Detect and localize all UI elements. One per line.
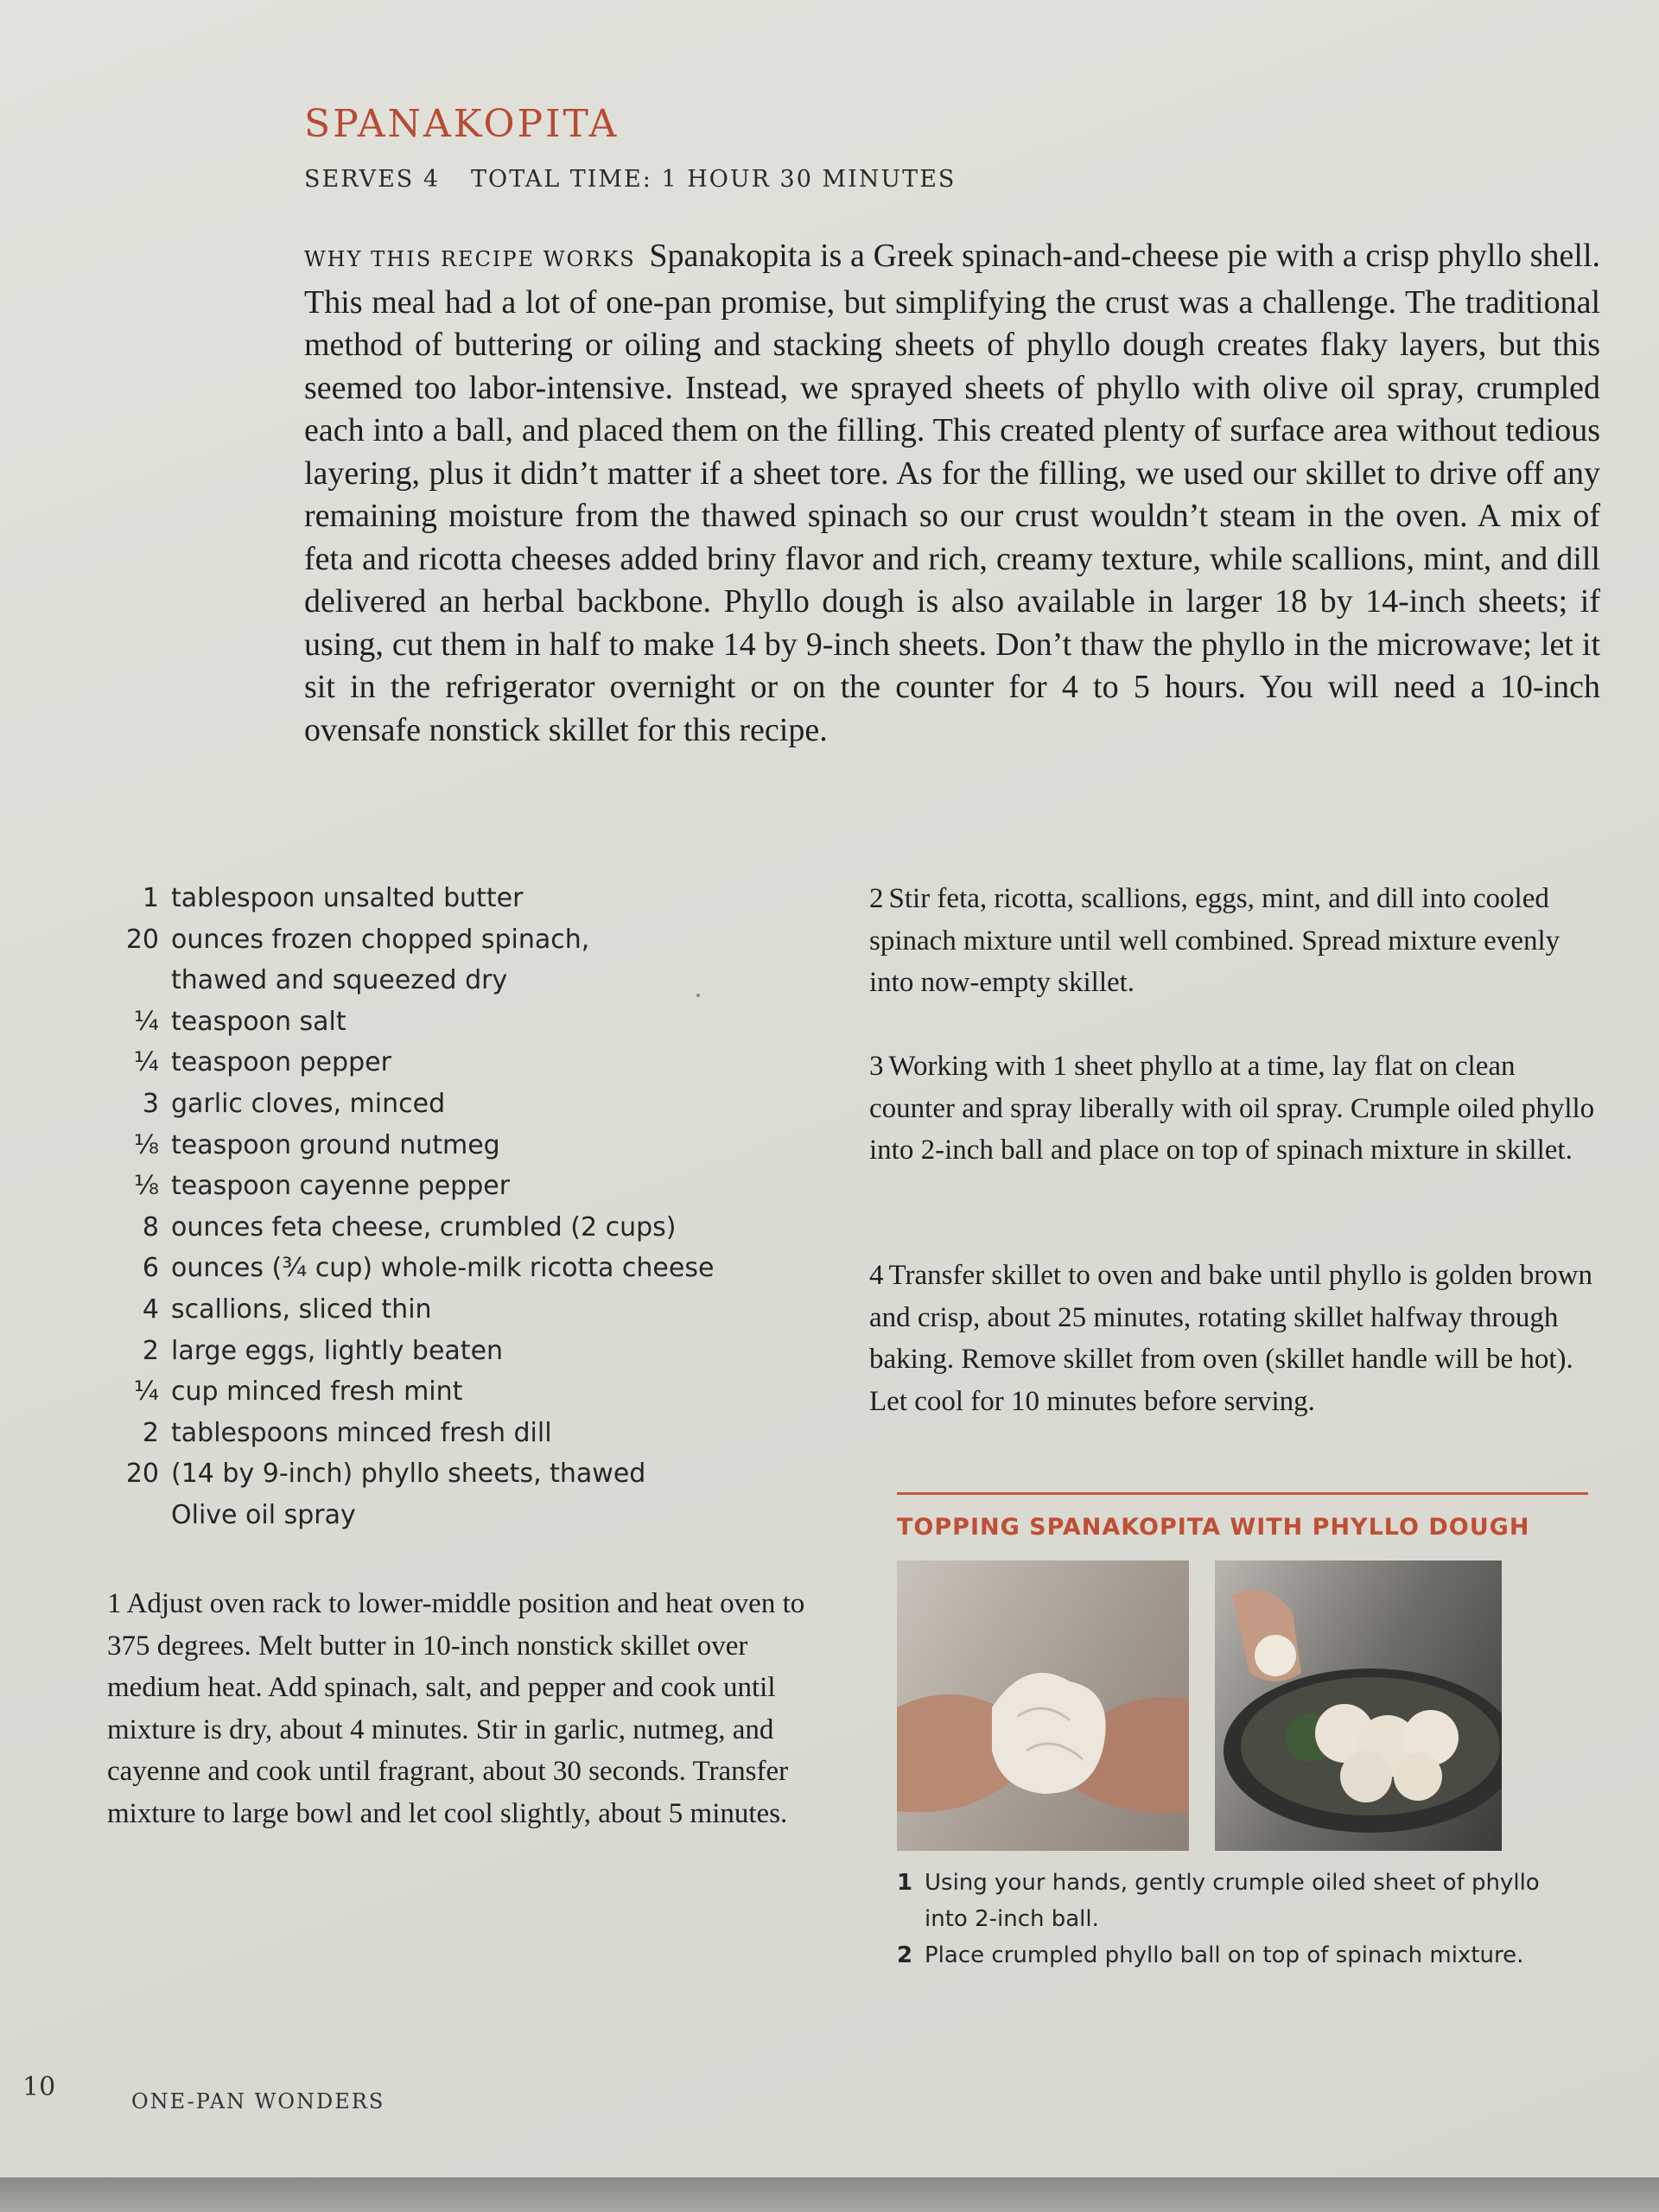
- caption-text: Using your hands, gently crumple oiled sheet of phyllo into 2-inch ball.: [925, 1870, 1540, 1932]
- step-number: 1: [107, 1588, 122, 1619]
- ingredient-item: [104, 1207, 726, 1249]
- ingredient-quantity: ¼: [133, 1376, 159, 1408]
- ingredient-description: Olive oil spray: [171, 1499, 356, 1530]
- recipe-title: SPANAKOPITA: [304, 102, 620, 146]
- ingredient-item: [104, 878, 726, 919]
- step-text: Adjust oven rack to lower-middle position and heat oven to 375 degrees. Melt butter in 10-inch nonstick skillet over medium heat. Add spinach, salt, and pepper and cook until mixture is dry, about 4 minutes. Stir in garlic, nutmeg, and cayenne and cook until fragrant, about 30 seconds. Transfer mixture to large bowl and let cool slightly, about 5 minutes.: [107, 1588, 805, 1829]
- ingredient-quantity: ⅛: [133, 1171, 159, 1202]
- desk-surface: [0, 2177, 1659, 2212]
- ingredient-description: teaspoon ground nutmeg: [171, 1129, 500, 1160]
- ingredient-item: [104, 1371, 726, 1413]
- ingredient-quantity: 6: [142, 1253, 159, 1284]
- ingredient-description: teaspoon salt: [171, 1006, 346, 1037]
- ingredient-quantity: ⅛: [133, 1129, 159, 1160]
- ingredient-description: teaspoon cayenne pepper: [171, 1171, 511, 1202]
- ingredient-description: tablespoon unsalted butter: [171, 883, 524, 913]
- ingredient-item: [104, 1042, 726, 1084]
- page-number: 10: [22, 2072, 56, 2102]
- step-number: 3: [869, 1051, 884, 1082]
- ingredient-quantity: 4: [142, 1294, 159, 1325]
- ingredient-description: large eggs, lightly beaten: [171, 1335, 504, 1366]
- ingredient-item: [104, 960, 726, 1001]
- ingredient-quantity: [104, 960, 159, 1001]
- ingredient-quantity: 8: [142, 1211, 159, 1243]
- ingredient-item: [104, 1289, 726, 1331]
- intro-text: Spanakopita is a Greek spinach-and-cheese pie with a crisp phyllo shell. This meal had a lot of one-pan promise, but simplifying the crust was a challenge. The traditional method of buttering or oiling and stacking sheets of phyllo dough creates flaky layers, but this seemed too labor-intensive. Instead, we sprayed sheets of phyllo with olive oil spray, crumpled each into a ball, and placed them on the filling. This created plenty of surface area without tedious layering, plus it didn’t matter if a sheet tore. As for the filling, we used our skillet to drive off any remaining moisture from the thawed spinach so our crust wouldn’t steam in the oven. A mix of feta and ricotta cheeses added briny flavor and rich, creamy texture, while scallions, mint, and dill delivered an herbal backbone. Phyllo dough is also available in larger 18 by 14-inch sheets; if using, cut them in half to make 14 by 9-inch sheets. Don’t thaw the phyllo in the microwave; let it sit in the refrigerator overnight or on the counter for 4 to 5 hours. You will need a 10-inch ovensafe nonstick skillet for this recipe.: [304, 238, 1601, 748]
- photo-captions: [897, 1865, 1554, 1974]
- photo-place-phyllo: [1215, 1560, 1502, 1851]
- ingredient-item: [104, 1453, 726, 1495]
- ingredient-item: [104, 1248, 726, 1289]
- step-text: Stir feta, ricotta, scallions, eggs, mint, and dill into cooled spinach mixture until well combined. Spread mixture evenly into now-empty skillet.: [869, 883, 1560, 998]
- photo-box-rule: [897, 1492, 1588, 1495]
- ingredient-item: [104, 1413, 726, 1454]
- intro-lead: WHY THIS RECIPE WORKS: [304, 247, 636, 271]
- step-number: 4: [869, 1260, 884, 1291]
- ingredient-quantity: [104, 1495, 159, 1536]
- total-time: TOTAL TIME: 1 HOUR 30 MINUTES: [471, 166, 957, 193]
- ingredient-quantity: 3: [142, 1088, 159, 1119]
- photo-box-title: TOPPING SPANAKOPITA WITH PHYLLO DOUGH: [897, 1514, 1530, 1541]
- place-phyllo-illustration: [1215, 1560, 1502, 1851]
- ingredient-quantity: 2: [142, 1417, 159, 1448]
- running-head: ONE-PAN WONDERS: [131, 2089, 385, 2113]
- ingredient-description: (14 by 9-inch) phyllo sheets, thawed: [171, 1459, 646, 1490]
- ingredient-item: [104, 1084, 726, 1125]
- ingredient-item: [104, 1495, 726, 1536]
- ingredient-description: teaspoon pepper: [171, 1047, 391, 1078]
- ingredient-description: thawed and squeezed dry: [171, 965, 508, 996]
- ingredient-quantity: 20: [125, 924, 159, 955]
- ingredient-quantity: 1: [142, 883, 159, 913]
- ingredient-item: [104, 1001, 726, 1043]
- step-2: [869, 878, 1595, 1004]
- caption-number: 2: [897, 1942, 913, 1968]
- ingredient-description: scallions, sliced thin: [171, 1294, 432, 1325]
- ingredient-quantity: 20: [125, 1459, 159, 1490]
- step-4: [869, 1255, 1595, 1422]
- caption-2: [897, 1937, 1554, 1974]
- crumple-phyllo-illustration: [897, 1560, 1189, 1851]
- step-3: [869, 1046, 1595, 1172]
- servings: SERVES 4: [304, 166, 441, 193]
- ingredient-list: [104, 878, 726, 1536]
- ingredient-item: [104, 1331, 726, 1372]
- ingredient-description: ounces (¾ cup) whole-milk ricotta cheese: [171, 1253, 715, 1284]
- caption-text: Place crumpled phyllo ball on top of spinach mixture.: [925, 1942, 1524, 1968]
- caption-1: [897, 1865, 1554, 1937]
- ingredient-description: garlic cloves, minced: [171, 1088, 446, 1119]
- step-number: 2: [869, 883, 884, 914]
- ingredient-description: ounces feta cheese, crumbled (2 cups): [171, 1211, 677, 1243]
- ingredient-description: cup minced fresh mint: [171, 1376, 463, 1408]
- caption-number: 1: [897, 1870, 913, 1896]
- ingredient-description: ounces frozen chopped spinach,: [171, 924, 590, 955]
- paper-speck: [696, 994, 700, 997]
- why-this-recipe-works: [304, 235, 1600, 752]
- photo-crumple-phyllo: [897, 1560, 1189, 1851]
- ingredient-quantity: ¼: [133, 1006, 159, 1037]
- ingredient-description: tablespoons minced fresh dill: [171, 1417, 552, 1448]
- ingredient-item: [104, 919, 726, 961]
- ingredient-item: [104, 1125, 726, 1166]
- ingredient-quantity: ¼: [133, 1047, 159, 1078]
- step-1: [107, 1583, 824, 1834]
- recipe-meta: [304, 166, 956, 193]
- step-text: Working with 1 sheet phyllo at a time, lay flat on clean counter and spray liberally with oil spray. Crumple oiled phyllo into 2-inch ball and place on top of spinach mixture in skillet.: [869, 1051, 1595, 1166]
- ingredient-item: [104, 1166, 726, 1207]
- step-text: Transfer skillet to oven and bake until phyllo is golden brown and crisp, about 25 minutes, rotating skillet halfway through baking. Remove skillet from oven (skillet handle will be hot). Let cool for 10 minutes before serving.: [869, 1260, 1593, 1417]
- ingredient-quantity: 2: [142, 1335, 159, 1366]
